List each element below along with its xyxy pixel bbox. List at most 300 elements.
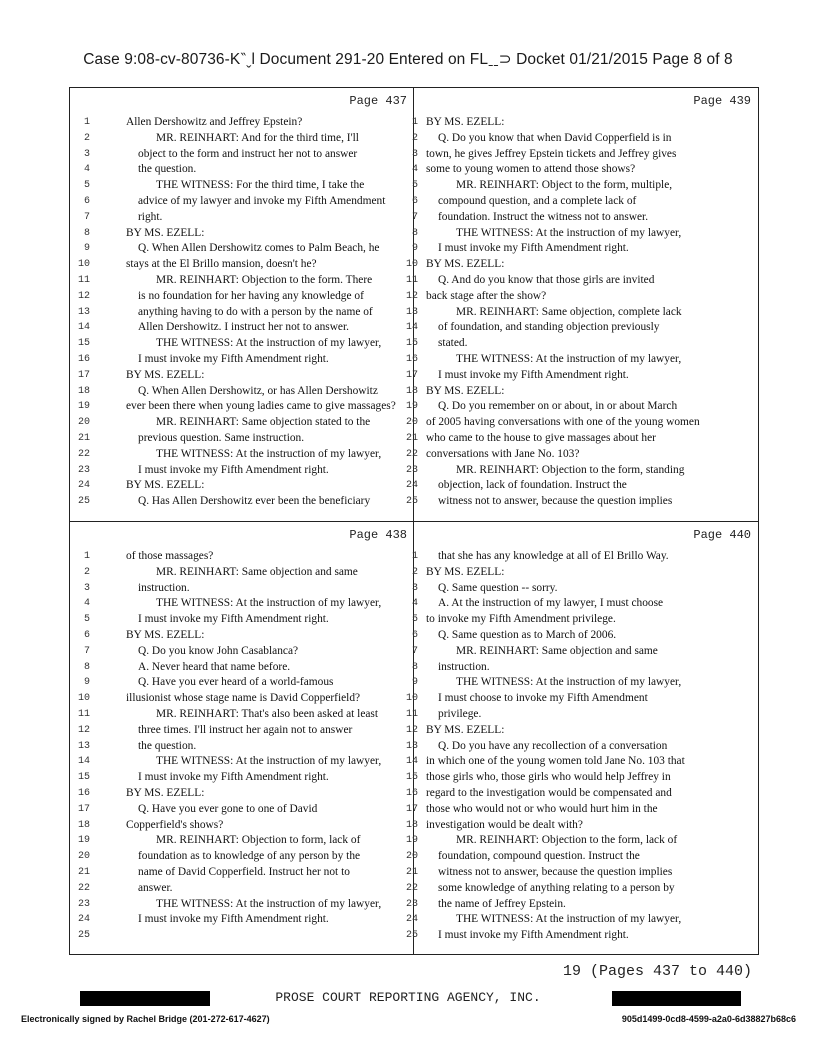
line-number: 21 bbox=[405, 432, 418, 444]
line-text: MR. REINHART: Same objection and same bbox=[156, 565, 358, 578]
line-text: back stage after the show? bbox=[426, 289, 547, 302]
line-number: 7 bbox=[83, 645, 90, 657]
line-text: Q. Do you know John Casablanca? bbox=[138, 644, 299, 657]
transcript-line bbox=[405, 320, 757, 336]
line-number: 12 bbox=[77, 724, 90, 736]
line-number: 10 bbox=[77, 259, 90, 271]
line-number: 4 bbox=[83, 598, 90, 610]
line-text: MR. REINHART: Same objection stated to the bbox=[156, 416, 371, 429]
transcript-line bbox=[70, 131, 413, 147]
line-text: of foundation, and standing objection previously bbox=[438, 321, 660, 334]
line-text: three times. I'll instruct her again not to answer bbox=[138, 723, 353, 736]
line-number: 6 bbox=[83, 195, 90, 207]
line-text: some to young women to attend those shows? bbox=[426, 163, 636, 176]
line-number: 1 bbox=[83, 117, 90, 128]
transcript-line bbox=[70, 115, 413, 131]
transcript-line bbox=[70, 384, 413, 400]
line-text: stays at the El Brillo mansion, doesn't he? bbox=[126, 258, 317, 271]
line-number: 25 bbox=[405, 930, 418, 942]
line-text: Q. Have you ever heard of a world-famous bbox=[138, 676, 334, 689]
line-text: BY MS. EZELL: bbox=[426, 723, 505, 736]
agency-name: PROSE COURT REPORTING AGENCY, INC. bbox=[275, 990, 541, 1005]
line-text: compound question, and a complete lack of bbox=[438, 194, 637, 207]
line-number: 17 bbox=[77, 369, 90, 381]
line-text: Q. Do you remember on or about, in or about March bbox=[438, 400, 678, 413]
transcript-line bbox=[70, 336, 413, 352]
line-number: 2 bbox=[83, 566, 90, 578]
transcript-line bbox=[405, 849, 757, 865]
line-text: BY MS. EZELL: bbox=[126, 479, 205, 492]
line-number: 8 bbox=[411, 661, 418, 673]
line-text: some knowledge of anything relating to a person by bbox=[438, 881, 675, 894]
line-number: 8 bbox=[83, 661, 90, 673]
transcript-line bbox=[411, 226, 757, 242]
line-text: of 2005 having conversations with one of the young women bbox=[426, 416, 700, 429]
transcript-line bbox=[405, 431, 757, 447]
line-text: MR. REINHART: Same objection and same bbox=[456, 644, 658, 657]
document-hash: 905d1499-0cd8-4599-a2a0-6d38827b68c6 bbox=[621, 1014, 796, 1024]
line-text: I must invoke my Fifth Amendment right. bbox=[438, 929, 629, 942]
line-text: Q. Same question -- sorry. bbox=[438, 581, 558, 594]
line-text: BY MS. EZELL: bbox=[126, 368, 205, 381]
line-number: 16 bbox=[405, 353, 418, 365]
line-text: Q. Has Allen Dershowitz ever been the beneficiary bbox=[138, 495, 371, 508]
line-text: I must invoke my Fifth Amendment right. bbox=[138, 613, 329, 626]
line-number: 13 bbox=[405, 306, 418, 318]
page-label: Page 439 bbox=[693, 94, 751, 108]
line-text: THE WITNESS: At the instruction of my lawyer, bbox=[456, 676, 682, 689]
transcript-lines bbox=[70, 115, 413, 510]
line-number: 14 bbox=[405, 322, 418, 334]
transcript-line bbox=[70, 596, 413, 612]
line-number: 7 bbox=[411, 211, 418, 223]
line-number: 10 bbox=[405, 259, 418, 271]
transcript-frame bbox=[69, 87, 759, 955]
line-text: Q. Same question as to March of 2006. bbox=[438, 628, 617, 641]
line-text: Q. When Allen Dershowitz comes to Palm Beach, he bbox=[138, 242, 380, 255]
page-label: Page 440 bbox=[693, 528, 751, 542]
transcript-line bbox=[70, 707, 413, 723]
line-number: 23 bbox=[405, 464, 418, 476]
transcript-line bbox=[411, 628, 757, 644]
transcript-line bbox=[405, 833, 757, 849]
transcript-line bbox=[411, 660, 757, 676]
line-text: Q. Do you know that when David Copperfield is in bbox=[438, 131, 672, 144]
line-number: 21 bbox=[405, 866, 418, 878]
line-text: answer. bbox=[138, 881, 173, 894]
line-number: 8 bbox=[411, 227, 418, 239]
line-number: 11 bbox=[77, 708, 90, 720]
line-text: foundation as to knowledge of any person by the bbox=[138, 850, 361, 863]
line-text: objection, lack of foundation. Instruct the bbox=[438, 479, 627, 492]
line-number: 15 bbox=[405, 772, 418, 784]
transcript-line bbox=[405, 384, 757, 400]
line-text: BY MS. EZELL: bbox=[126, 628, 205, 641]
transcript-line bbox=[70, 352, 413, 368]
line-number: 7 bbox=[411, 645, 418, 657]
transcript-line bbox=[70, 612, 413, 628]
transcript-line bbox=[405, 415, 757, 431]
line-number: 2 bbox=[83, 132, 90, 144]
line-text: conversations with Jane No. 103? bbox=[426, 447, 580, 460]
line-text: MR. REINHART: Objection to form, lack of bbox=[156, 834, 361, 847]
line-text: MR. REINHART: Objection to the form. There bbox=[156, 273, 373, 286]
transcript-line bbox=[70, 162, 413, 178]
line-text: Q. And do you know that those girls are invited bbox=[438, 273, 655, 286]
transcript-line bbox=[70, 675, 413, 691]
line-number: 25 bbox=[405, 496, 418, 508]
line-text: THE WITNESS: At the instruction of my lawyer, bbox=[156, 755, 382, 768]
line-number: 16 bbox=[77, 787, 90, 799]
transcript-line bbox=[405, 691, 757, 707]
line-number: 6 bbox=[411, 629, 418, 641]
line-text: MR. REINHART: Objection to the form, lack of bbox=[456, 834, 678, 847]
line-number: 3 bbox=[411, 148, 418, 160]
transcript-line bbox=[70, 786, 413, 802]
transcript-line bbox=[70, 565, 413, 581]
line-number: 19 bbox=[77, 401, 90, 413]
transcript-line bbox=[70, 178, 413, 194]
line-text: the question. bbox=[138, 739, 197, 752]
line-number: 24 bbox=[405, 914, 418, 926]
transcript-line bbox=[70, 257, 413, 273]
line-text: name of David Copperfield. Instruct her not to bbox=[138, 865, 350, 878]
transcript-line bbox=[405, 305, 757, 321]
line-text: instruction. bbox=[438, 660, 490, 673]
line-text: privilege. bbox=[438, 707, 482, 720]
transcript-line bbox=[411, 596, 757, 612]
line-text: A. Never heard that name before. bbox=[138, 660, 291, 673]
line-number: 11 bbox=[405, 708, 418, 720]
line-text: I must invoke my Fifth Amendment right. bbox=[138, 771, 329, 784]
transcript-line bbox=[70, 849, 413, 865]
line-number: 12 bbox=[405, 724, 418, 736]
transcript-line bbox=[70, 644, 413, 660]
page-438-panel bbox=[70, 522, 413, 955]
transcript-line bbox=[405, 447, 757, 463]
line-number: 18 bbox=[77, 819, 90, 831]
line-number: 21 bbox=[77, 432, 90, 444]
transcript-line bbox=[70, 928, 413, 944]
line-text: foundation. Instruct the witness not to answer. bbox=[438, 210, 649, 223]
line-number: 17 bbox=[405, 803, 418, 815]
line-text: BY MS. EZELL: bbox=[426, 565, 505, 578]
line-text: is no foundation for her having any knowledge of bbox=[138, 289, 364, 302]
page-440-panel bbox=[405, 522, 757, 955]
line-number: 24 bbox=[405, 480, 418, 492]
page-439-panel bbox=[405, 88, 757, 521]
line-text: of those massages? bbox=[126, 550, 214, 562]
transcript-line bbox=[70, 881, 413, 897]
line-number: 13 bbox=[405, 740, 418, 752]
line-text: investigation would be dealt with? bbox=[426, 818, 583, 831]
line-number: 10 bbox=[405, 693, 418, 705]
line-number: 7 bbox=[83, 211, 90, 223]
transcript-line bbox=[411, 147, 757, 163]
line-number: 5 bbox=[83, 180, 90, 192]
line-text: the question. bbox=[138, 163, 197, 176]
transcript-lines bbox=[405, 115, 757, 510]
line-text: that she has any knowledge at all of El Brillo Way. bbox=[438, 550, 669, 562]
transcript-line bbox=[411, 612, 757, 628]
line-text: BY MS. EZELL: bbox=[426, 384, 505, 397]
line-number: 15 bbox=[405, 338, 418, 350]
transcript-line bbox=[405, 786, 757, 802]
line-text: witness not to answer, because the question implies bbox=[438, 865, 673, 878]
line-text: those girls who, those girls who would help Jeffrey in bbox=[426, 771, 671, 784]
line-number: 20 bbox=[405, 851, 418, 863]
line-text: THE WITNESS: At the instruction of my lawyer, bbox=[156, 597, 382, 610]
transcript-line bbox=[70, 194, 413, 210]
line-text: Allen Dershowitz and Jeffrey Epstein? bbox=[126, 116, 303, 128]
transcript-line bbox=[411, 644, 757, 660]
line-number: 3 bbox=[83, 582, 90, 594]
page-label: Page 437 bbox=[349, 94, 407, 108]
line-number: 16 bbox=[405, 787, 418, 799]
line-number: 11 bbox=[405, 274, 418, 286]
transcript-line bbox=[405, 273, 757, 289]
line-text: Q. Do you have any recollection of a conversation bbox=[438, 739, 668, 752]
line-number: 9 bbox=[83, 677, 90, 689]
line-number: 4 bbox=[411, 164, 418, 176]
page-437-panel bbox=[70, 88, 413, 521]
line-text: Q. Have you ever gone to one of David bbox=[138, 802, 318, 815]
transcript-line bbox=[411, 241, 757, 257]
transcript-line bbox=[411, 210, 757, 226]
page-range: 19 (Pages 437 to 440) bbox=[562, 963, 752, 980]
line-number: 3 bbox=[411, 582, 418, 594]
transcript-line bbox=[411, 565, 757, 581]
transcript-line bbox=[405, 770, 757, 786]
line-number: 12 bbox=[405, 290, 418, 302]
line-number: 5 bbox=[411, 614, 418, 626]
transcript-line bbox=[70, 494, 413, 510]
line-number: 15 bbox=[77, 772, 90, 784]
transcript-line bbox=[405, 289, 757, 305]
transcript-line bbox=[405, 802, 757, 818]
line-text: I must choose to invoke my Fifth Amendment bbox=[438, 692, 648, 705]
line-number: 24 bbox=[77, 914, 90, 926]
transcript-line bbox=[70, 897, 413, 913]
line-number: 20 bbox=[405, 417, 418, 429]
transcript-line bbox=[70, 447, 413, 463]
line-number: 16 bbox=[77, 353, 90, 365]
line-text: the name of Jeffrey Epstein. bbox=[438, 897, 566, 910]
transcript-line bbox=[405, 928, 757, 944]
line-number: 25 bbox=[77, 930, 90, 942]
line-text: BY MS. EZELL: bbox=[426, 258, 505, 271]
line-text: advice of my lawyer and invoke my Fifth Amendment bbox=[138, 194, 386, 207]
transcript-line bbox=[70, 865, 413, 881]
transcript-line bbox=[70, 431, 413, 447]
line-number: 22 bbox=[405, 448, 418, 460]
line-number: 12 bbox=[77, 290, 90, 302]
line-number: 2 bbox=[411, 132, 418, 144]
transcript-line bbox=[70, 833, 413, 849]
line-text: THE WITNESS: At the instruction of my lawyer, bbox=[156, 337, 382, 350]
line-number: 18 bbox=[405, 819, 418, 831]
transcript-line bbox=[70, 660, 413, 676]
line-number: 23 bbox=[405, 898, 418, 910]
line-text: BY MS. EZELL: bbox=[426, 116, 505, 128]
transcript-line bbox=[70, 399, 413, 415]
line-number: 2 bbox=[411, 566, 418, 578]
line-text: previous question. Same instruction. bbox=[138, 431, 305, 444]
transcript-line bbox=[70, 628, 413, 644]
transcript-line bbox=[405, 739, 757, 755]
line-text: who came to the house to give massages about her bbox=[426, 431, 656, 444]
transcript-lines bbox=[405, 549, 757, 944]
line-text: MR. REINHART: Object to the form, multiple, bbox=[456, 179, 673, 192]
line-number: 10 bbox=[77, 693, 90, 705]
line-number: 9 bbox=[411, 677, 418, 689]
line-text: stated. bbox=[438, 337, 468, 350]
transcript-line bbox=[411, 131, 757, 147]
transcript-lines bbox=[70, 549, 413, 944]
transcript-line bbox=[70, 818, 413, 834]
transcript-line bbox=[405, 912, 757, 928]
transcript-line bbox=[70, 305, 413, 321]
transcript-line bbox=[405, 494, 757, 510]
line-text: object to the form and instruct her not to answer bbox=[138, 147, 358, 160]
line-text: anything having to do with a person by the name of bbox=[138, 305, 373, 318]
transcript-line bbox=[405, 478, 757, 494]
transcript-line bbox=[70, 770, 413, 786]
line-text: BY MS. EZELL: bbox=[126, 226, 205, 239]
transcript-line bbox=[411, 194, 757, 210]
line-number: 4 bbox=[83, 164, 90, 176]
transcript-line bbox=[70, 147, 413, 163]
transcript-line bbox=[411, 581, 757, 597]
line-text: witness not to answer, because the question implies bbox=[438, 495, 673, 508]
line-number: 9 bbox=[83, 243, 90, 255]
transcript-line bbox=[70, 754, 413, 770]
transcript-line bbox=[70, 691, 413, 707]
line-text: in which one of the young women told Jane No. 103 that bbox=[426, 755, 685, 768]
transcript-line bbox=[405, 368, 757, 384]
line-number: 17 bbox=[405, 369, 418, 381]
line-text: THE WITNESS: At the instruction of my lawyer, bbox=[456, 352, 682, 365]
line-number: 9 bbox=[411, 243, 418, 255]
transcript-line bbox=[411, 115, 757, 131]
transcript-line bbox=[405, 257, 757, 273]
line-text: THE WITNESS: At the instruction of my lawyer, bbox=[156, 447, 382, 460]
transcript-line bbox=[405, 818, 757, 834]
line-number: 5 bbox=[83, 614, 90, 626]
transcript-line bbox=[70, 226, 413, 242]
transcript-line bbox=[405, 754, 757, 770]
case-header: Case 9:08-cv-80736-K‶ˬl Document 291-20 Entered on FLˍˍ⊃ Docket 01/21/2015 Page 8 of 8 bbox=[83, 51, 733, 68]
line-text: I must invoke my Fifth Amendment right. bbox=[438, 368, 629, 381]
line-text: MR. REINHART: That's also been asked at least bbox=[156, 707, 379, 720]
transcript-line bbox=[405, 723, 757, 739]
line-text: right. bbox=[138, 210, 163, 223]
line-number: 22 bbox=[405, 882, 418, 894]
line-text: regard to the investigation would be compensated and bbox=[426, 786, 672, 799]
line-number: 17 bbox=[77, 803, 90, 815]
transcript-line bbox=[70, 463, 413, 479]
transcript-line bbox=[70, 802, 413, 818]
line-text: I must invoke my Fifth Amendment right. bbox=[438, 242, 629, 255]
line-number: 19 bbox=[77, 835, 90, 847]
line-text: Q. When Allen Dershowitz, or has Allen Dershowitz bbox=[138, 384, 378, 397]
transcript-line bbox=[411, 549, 757, 565]
transcript-line bbox=[411, 178, 757, 194]
transcript-line bbox=[405, 336, 757, 352]
line-number: 21 bbox=[77, 866, 90, 878]
line-number: 18 bbox=[405, 385, 418, 397]
transcript-line bbox=[70, 415, 413, 431]
transcript-line bbox=[70, 478, 413, 494]
line-text: A. At the instruction of my lawyer, I must choose bbox=[438, 597, 664, 610]
line-number: 23 bbox=[77, 898, 90, 910]
line-number: 20 bbox=[77, 417, 90, 429]
line-text: THE WITNESS: At the instruction of my lawyer, bbox=[456, 226, 682, 239]
line-number: 1 bbox=[83, 551, 90, 562]
line-number: 25 bbox=[77, 496, 90, 508]
transcript-line bbox=[70, 273, 413, 289]
line-number: 11 bbox=[77, 274, 90, 286]
transcript-line bbox=[405, 881, 757, 897]
transcript-line bbox=[70, 320, 413, 336]
line-number: 19 bbox=[405, 835, 418, 847]
line-number: 3 bbox=[83, 148, 90, 160]
transcript-line bbox=[405, 865, 757, 881]
line-text: instruction. bbox=[138, 581, 190, 594]
line-number: 8 bbox=[83, 227, 90, 239]
line-number: 5 bbox=[411, 180, 418, 192]
line-text: THE WITNESS: At the instruction of my lawyer, bbox=[156, 897, 382, 910]
line-number: 1 bbox=[411, 551, 418, 562]
line-number: 15 bbox=[77, 338, 90, 350]
transcript-line bbox=[411, 162, 757, 178]
line-text: illusionist whose stage name is David Copperfield? bbox=[126, 692, 361, 705]
line-text: to invoke my Fifth Amendment privilege. bbox=[426, 613, 616, 626]
line-number: 22 bbox=[77, 448, 90, 460]
line-number: 22 bbox=[77, 882, 90, 894]
line-number: 1 bbox=[411, 117, 418, 128]
line-number: 19 bbox=[405, 401, 418, 413]
line-number: 13 bbox=[77, 306, 90, 318]
page-label: Page 438 bbox=[349, 528, 407, 542]
line-number: 4 bbox=[411, 598, 418, 610]
line-text: I must invoke my Fifth Amendment right. bbox=[138, 352, 329, 365]
transcript-line bbox=[405, 399, 757, 415]
line-number: 18 bbox=[77, 385, 90, 397]
redaction-bar bbox=[612, 991, 741, 1006]
line-text: BY MS. EZELL: bbox=[126, 786, 205, 799]
line-number: 14 bbox=[405, 756, 418, 768]
line-number: 14 bbox=[77, 756, 90, 768]
transcript-line bbox=[405, 463, 757, 479]
line-text: MR. REINHART: Same objection, complete lack bbox=[456, 305, 682, 318]
line-number: 24 bbox=[77, 480, 90, 492]
line-text: THE WITNESS: At the instruction of my lawyer, bbox=[456, 913, 682, 926]
transcript-line bbox=[70, 912, 413, 928]
transcript-line bbox=[405, 352, 757, 368]
line-text: foundation, compound question. Instruct the bbox=[438, 850, 640, 863]
transcript-line bbox=[405, 897, 757, 913]
line-number: 6 bbox=[411, 195, 418, 207]
line-text: I must invoke my Fifth Amendment right. bbox=[138, 463, 329, 476]
transcript-line bbox=[405, 707, 757, 723]
line-text: Copperfield's shows? bbox=[126, 818, 224, 831]
transcript-line bbox=[70, 368, 413, 384]
electronic-signature: Electronically signed by Rachel Bridge (201-272-617-4627) bbox=[21, 1014, 270, 1024]
line-text: MR. REINHART: And for the third time, I'll bbox=[156, 131, 359, 144]
transcript-line bbox=[411, 675, 757, 691]
line-number: 6 bbox=[83, 629, 90, 641]
